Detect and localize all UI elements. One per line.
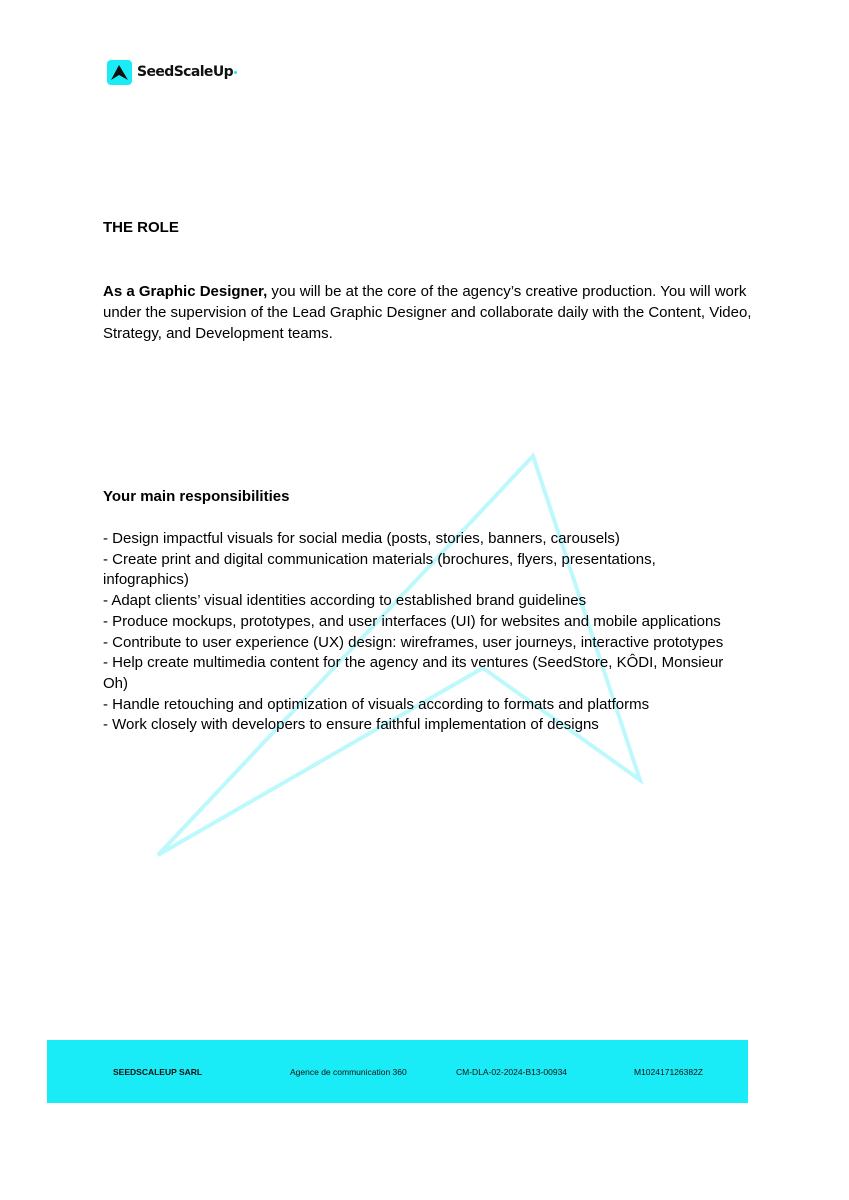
role-intro-text: you will be at the core of the agency’s creative production. You will work under the supervision of the Lead Graphic Designer and collaborate daily with the Content, Video, Strategy, and Development teams. (103, 283, 752, 342)
company-logo (107, 59, 237, 85)
responsibility-item: - Handle retouching and optimization of visuals according to formats and platforms (103, 695, 650, 713)
responsibility-item: - Help create multimedia content for the agency and its ventures (SeedStore, KÔDI, Monsieur Oh) (103, 654, 724, 692)
role-heading: THE ROLE (103, 219, 179, 236)
responsibility-item: - Create print and digital communication materials (brochures, flyers, presentations, infographics) (103, 550, 656, 589)
responsibilities-list (103, 529, 743, 736)
responsibility-item: - Contribute to user experience (UX) design: wireframes, user journeys, interactive prototypes (103, 633, 724, 651)
footer-registration-number: CM-DLA-02-2024-B13-00934 (456, 1067, 568, 1077)
paper-plane-icon (107, 60, 132, 85)
responsibilities-heading: Your main responsibilities (103, 488, 290, 505)
responsibility-item: - Work closely with developers to ensure faithful implementation of designs (103, 716, 599, 734)
logo-text: SeedScaleUp (137, 64, 234, 80)
logo-dot (234, 71, 237, 74)
footer-company-name: SEEDSCALEUP SARL (113, 1067, 203, 1077)
footer-bar (47, 1040, 748, 1103)
responsibility-item: - Design impactful visuals for social media (posts, stories, banners, carousels) (103, 530, 620, 547)
role-intro-bold: As a Graphic Designer, (103, 283, 268, 300)
footer-tax-id: M102417126382Z (634, 1067, 704, 1077)
responsibility-item: - Produce mockups, prototypes, and user interfaces (UI) for websites and mobile applications (103, 612, 721, 630)
footer-agency-type: Agence de communication 360 (290, 1067, 407, 1077)
responsibility-item: - Adapt clients’ visual identities according to established brand guidelines (103, 592, 587, 610)
role-description (103, 281, 753, 344)
